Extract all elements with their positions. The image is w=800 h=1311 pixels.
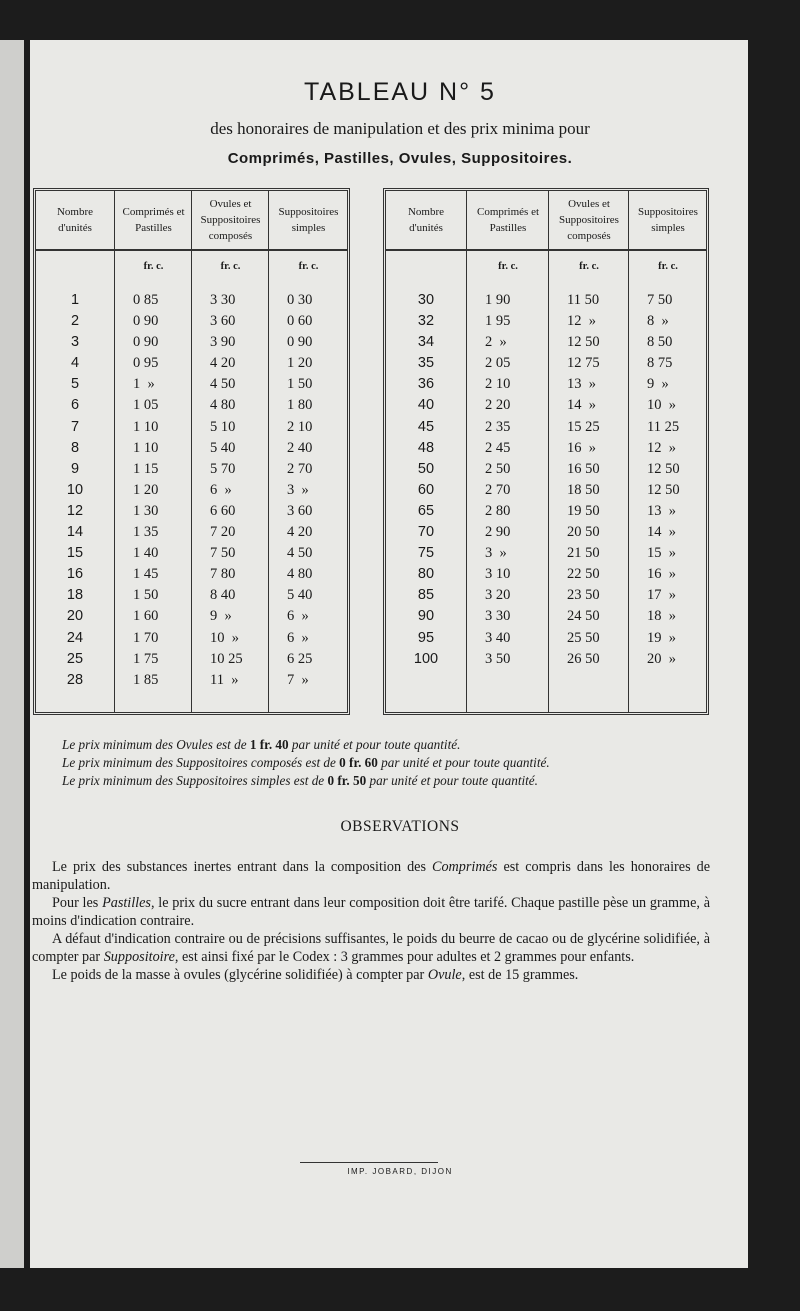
page-title: TABLEAU N° 5 (304, 78, 496, 106)
table-cell: 7 80 (210, 566, 236, 583)
table-cell: 3 30 (210, 292, 236, 308)
table-cell: 2 35 (485, 418, 511, 435)
column-comprimes (114, 191, 192, 712)
table-cell: 1 50 (287, 376, 313, 393)
table-cell: 4 50 (210, 376, 236, 393)
printer-imprint: IMP. JOBARD, DIJON (347, 1167, 453, 1176)
note-line: Le prix minimum des Suppositoires composés est de 0 fr. 60 par unité et pour toute quantité. (62, 755, 550, 770)
unit-label: fr. c. (658, 261, 678, 272)
table-cell: 1 35 (133, 524, 159, 541)
table-cell: 23 50 (567, 587, 600, 604)
table-cell: 3 60 (287, 502, 313, 519)
table-cell: 18 » (647, 608, 676, 625)
table-cell: 2 05 (485, 355, 511, 372)
column-header-label: Ovules et Suppositoires composés (559, 198, 619, 242)
table-cell: 4 80 (287, 566, 313, 583)
table-cell: 11 50 (567, 292, 600, 308)
table-cell: 4 20 (210, 355, 236, 372)
table-cell: 3 50 (485, 650, 511, 667)
table-cell: 60 (417, 481, 435, 498)
table-cell: 0 90 (287, 334, 313, 351)
table-cell: 3 » (287, 481, 309, 498)
table-cell: 1 » (133, 376, 155, 393)
table-cell: 2 » (485, 334, 507, 351)
table-cell: 1 10 (133, 418, 159, 435)
table-cell: 1 75 (133, 650, 159, 667)
column-nombre (386, 191, 466, 712)
table-cell: 12 50 (567, 334, 600, 351)
table-cell: 7 20 (210, 524, 236, 541)
table-cell: 4 80 (210, 397, 236, 414)
table-cell: 2 70 (485, 481, 511, 498)
table-cell: 3 30 (485, 608, 511, 625)
column-comprimes (466, 191, 549, 712)
column-header-label: Suppositoires simples (638, 206, 698, 234)
table-cell: 3 60 (210, 313, 236, 330)
table-cell: 14 » (567, 397, 596, 414)
table-cell: 16 50 (567, 460, 600, 477)
table-cell: 15 » (647, 545, 676, 562)
product-list: Comprimés, Pastilles, Ovules, Suppositoires. (227, 150, 573, 167)
column-header (629, 191, 707, 251)
table-cell: 11 » (210, 671, 239, 688)
table-cell: 5 (70, 376, 80, 393)
table-cell: 90 (417, 608, 435, 625)
table-cell: 30 (417, 292, 435, 308)
table-cell: 18 (66, 587, 84, 604)
table-cell: 1 50 (133, 587, 159, 604)
table-cell: 1 30 (133, 502, 159, 519)
table-cell: 2 10 (485, 376, 511, 393)
table-cell: 20 (66, 608, 84, 625)
table-cell: 25 (66, 650, 84, 667)
table-cell: 12 50 (647, 460, 680, 477)
table-cell: 28 (66, 671, 84, 688)
paragraph: A défaut d'indication contraire ou de précisions suffisantes, le poids du beurre de cacao ou de glycérine solidifiée, à compter par Suppositoire, est ainsi fixé par le Codex : 3 grammes pour adultes et 2 grammes pour enfants. (32, 931, 710, 965)
table-cell: 15 25 (567, 418, 600, 435)
table-cell: 3 (70, 334, 80, 351)
table-cell: 1 95 (485, 313, 511, 330)
table-cell: 22 50 (567, 566, 600, 583)
table-cell: 2 45 (485, 439, 511, 456)
table-cell: 3 10 (485, 566, 511, 583)
column-header-label: Nombre d'unités (407, 206, 445, 234)
binding-edge (0, 40, 24, 1268)
table-cell: 3 40 (485, 629, 511, 646)
table-cell: 0 90 (133, 334, 159, 351)
table-cell: 6 » (287, 608, 309, 625)
table-cell: 19 » (647, 629, 676, 646)
table-cell: 10 25 (210, 650, 243, 667)
column-header (269, 191, 348, 251)
paragraph: Pour les Pastilles, le prix du sucre entrant dans leur composition doit être tarifé. Chaque pastille pèse un gramme, à moins d'indication contraire. (32, 895, 710, 929)
column-header-label: Nombre d'unités (56, 206, 94, 234)
table-cell: 1 85 (133, 671, 159, 688)
table-cell: 0 90 (133, 313, 159, 330)
table-cell: 1 (70, 292, 80, 308)
table-cell: 100 (413, 650, 439, 667)
column-header (192, 191, 269, 251)
table-cell: 2 20 (485, 397, 511, 414)
column-header (36, 191, 114, 251)
table-cell: 35 (417, 355, 435, 372)
table-cell: 9 » (210, 608, 232, 625)
table-cell: 10 » (210, 629, 239, 646)
table-cell: 80 (417, 566, 435, 583)
table-cell: 12 » (647, 439, 676, 456)
table-cell: 6 » (210, 481, 232, 498)
column-header-label: Comprimés et Pastilles (476, 206, 540, 234)
table-cell: 5 70 (210, 460, 236, 477)
observations-text (32, 858, 710, 984)
table-cell: 7 » (287, 671, 309, 688)
table-cell: 75 (417, 545, 435, 562)
table-cell: 10 (66, 481, 84, 498)
table-cell: 1 45 (133, 566, 159, 583)
observations-heading: OBSERVATIONS (340, 818, 460, 835)
table-cell: 0 60 (287, 313, 313, 330)
table-cell: 20 50 (567, 524, 600, 541)
table-cell: 1 60 (133, 608, 159, 625)
table-cell: 70 (417, 524, 435, 541)
unit-label: fr. c. (498, 261, 518, 272)
table-cell: 16 (66, 566, 84, 583)
table-cell: 25 50 (567, 629, 600, 646)
table-cell: 4 (70, 355, 80, 372)
price-table-left (33, 188, 350, 715)
table-cell: 8 50 (647, 334, 673, 351)
table-cell: 1 10 (133, 439, 159, 456)
table-cell: 7 50 (647, 292, 673, 308)
table-cell: 2 80 (485, 502, 511, 519)
table-cell: 16 » (647, 566, 676, 583)
table-cell: 5 40 (210, 439, 236, 456)
note-line: Le prix minimum des Suppositoires simples est de 0 fr. 50 par unité et pour toute quantité. (62, 773, 538, 788)
table-cell: 8 (70, 439, 80, 456)
unit-label: fr. c. (143, 261, 164, 272)
page-subtitle: des honoraires de manipulation et des prix minima pour (210, 119, 590, 138)
table-cell: 40 (417, 397, 435, 414)
table-cell: 15 (66, 545, 84, 562)
table-cell: 17 » (647, 587, 676, 604)
column-suppositoires (268, 191, 348, 712)
table-cell: 1 90 (485, 292, 511, 308)
table-cell: 2 70 (287, 460, 313, 477)
paragraph: Le poids de la masse à ovules (glycérine solidifiée) à compter par Ovule, est de 15 grammes. (52, 967, 579, 983)
table-cell: 24 (66, 629, 84, 646)
table-cell: 26 50 (567, 650, 600, 667)
table-cell: 16 » (567, 439, 596, 456)
table-cell: 19 50 (567, 502, 600, 519)
note-line: Le prix minimum des Ovules est de 1 fr. 40 par unité et pour toute quantité. (62, 737, 461, 752)
table-cell: 13 » (647, 502, 676, 519)
table-cell: 7 50 (210, 545, 236, 562)
table-cell: 9 (70, 460, 80, 477)
table-cell: 12 50 (647, 481, 680, 498)
column-header-label: Suppositoires simples (278, 206, 339, 234)
column-ovules (191, 191, 269, 712)
table-cell: 9 » (647, 376, 669, 393)
table-cell: 13 » (567, 376, 596, 393)
table-cell: 1 05 (133, 397, 159, 414)
column-ovules (548, 191, 629, 712)
table-cell: 14 (66, 524, 84, 541)
column-header-label: Ovules et Suppositoires composés (200, 198, 261, 242)
table-cell: 12 (66, 502, 84, 519)
table-cell: 21 50 (567, 545, 600, 562)
column-suppositoires (628, 191, 707, 712)
table-cell: 1 80 (287, 397, 313, 414)
table-cell: 10 » (647, 397, 676, 414)
table-cell: 24 50 (567, 608, 600, 625)
footer-rule (300, 1162, 438, 1163)
paragraph: Le prix des substances inertes entrant dans la composition des Comprimés est compris dans les honoraires de manipulation. (32, 859, 710, 893)
table-cell: 8 75 (647, 355, 673, 372)
table-cell: 5 10 (210, 418, 236, 435)
table-cell: 6 60 (210, 502, 236, 519)
column-header (115, 191, 192, 251)
table-cell: 0 95 (133, 355, 159, 372)
table-cell: 20 » (647, 650, 676, 667)
table-cell: 3 90 (210, 334, 236, 351)
table-cell: 36 (417, 376, 435, 393)
table-cell: 18 50 (567, 481, 600, 498)
column-nombre (36, 191, 114, 712)
table-cell: 2 (70, 313, 80, 330)
table-cell: 34 (417, 334, 435, 351)
table-cell: 3 » (485, 545, 507, 562)
table-cell: 11 25 (647, 418, 680, 435)
table-cell: 3 20 (485, 587, 511, 604)
table-cell: 12 75 (567, 355, 600, 372)
unit-label: fr. c. (298, 261, 319, 272)
table-cell: 1 20 (287, 355, 313, 372)
table-cell: 2 10 (287, 418, 313, 435)
table-cell: 2 40 (287, 439, 313, 456)
minimum-price-notes (62, 736, 550, 790)
table-cell: 48 (417, 439, 435, 456)
table-cell: 2 50 (485, 460, 511, 477)
table-cell: 6 (70, 397, 80, 414)
table-cell: 1 15 (133, 460, 159, 477)
price-table-right (383, 188, 709, 715)
unit-label: fr. c. (579, 261, 599, 272)
table-cell: 32 (417, 313, 435, 330)
column-header (386, 191, 466, 251)
table-cell: 7 (70, 418, 80, 435)
table-cell: 12 » (567, 313, 596, 330)
table-cell: 8 » (647, 313, 669, 330)
table-cell: 4 50 (287, 545, 313, 562)
table-cell: 45 (417, 418, 435, 435)
table-cell: 1 40 (133, 545, 159, 562)
table-cell: 1 20 (133, 481, 159, 498)
table-cell: 8 40 (210, 587, 236, 604)
table-cell: 0 85 (133, 292, 159, 308)
column-header (467, 191, 549, 251)
table-cell: 65 (417, 502, 435, 519)
table-cell: 4 20 (287, 524, 313, 541)
table-cell: 6 » (287, 629, 309, 646)
table-cell: 85 (417, 587, 435, 604)
table-cell: 95 (417, 629, 435, 646)
table-cell: 50 (417, 460, 435, 477)
column-header (549, 191, 629, 251)
column-header-label: Comprimés et Pastilles (122, 206, 185, 234)
unit-label: fr. c. (220, 261, 241, 272)
table-cell: 6 25 (287, 650, 313, 667)
table-cell: 5 40 (287, 587, 313, 604)
table-cell: 1 70 (133, 629, 159, 646)
table-cell: 2 90 (485, 524, 511, 541)
table-cell: 14 » (647, 524, 676, 541)
table-cell: 0 30 (287, 292, 313, 308)
